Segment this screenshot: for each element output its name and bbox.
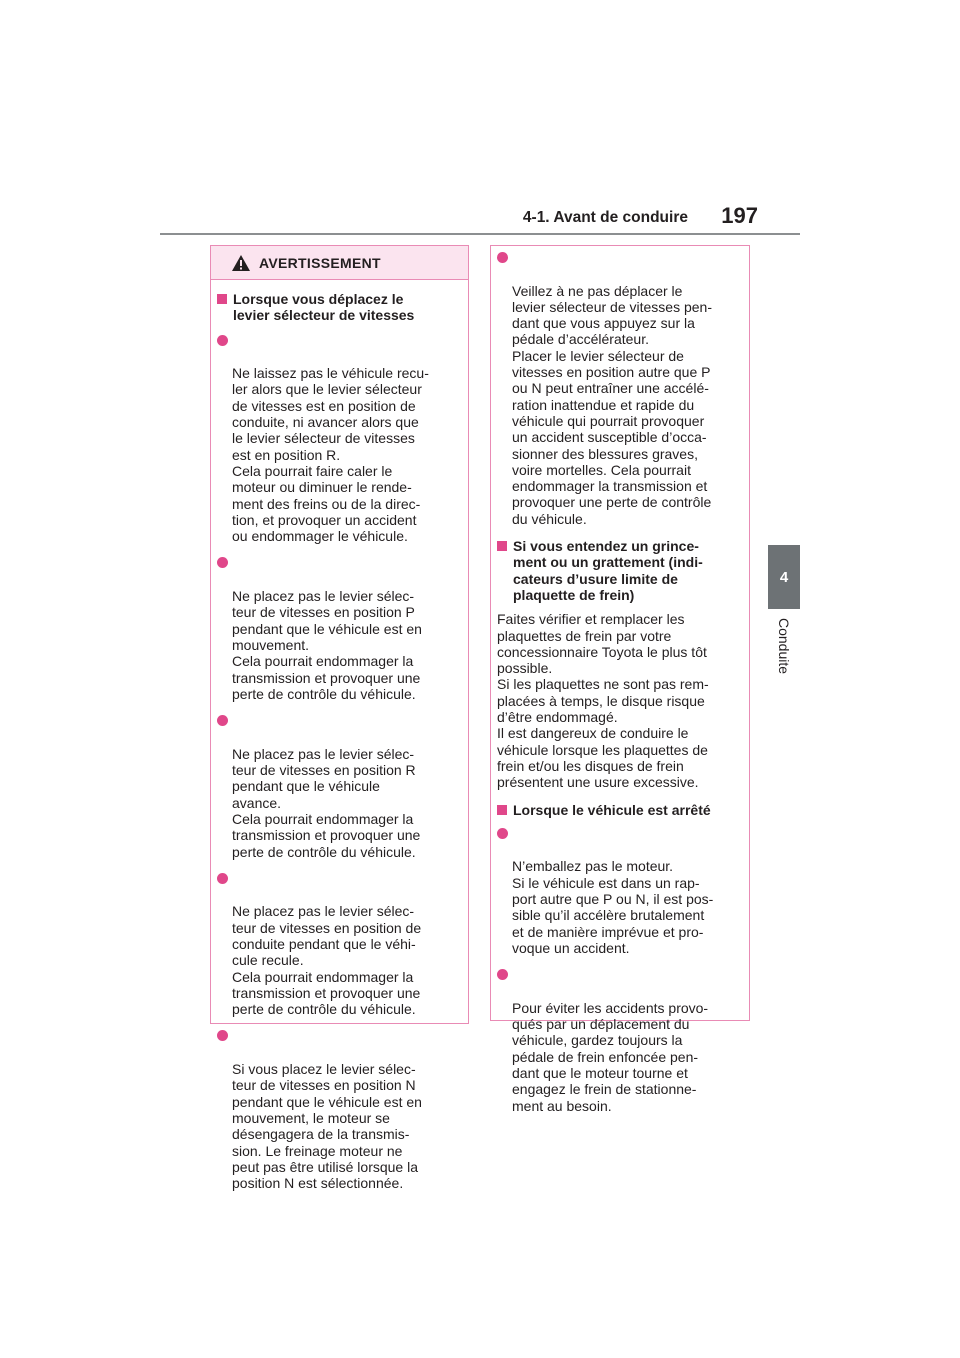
list-item-text: Ne placez pas le levier sélec- teur de vitesses en position de conduite pendant que le véhi- cule recule. Cela pourrait endommager la transmission et provoquer une perte de contrôle du véhicule. — [232, 903, 422, 1018]
warning-title: AVERTISSEMENT — [259, 255, 381, 271]
subheading-brake-noise — [497, 538, 749, 603]
list-item — [217, 555, 468, 702]
list-item-text: Veillez à ne pas déplacer le levier sélecteur de vitesses pen- dant que vous appuyez sur la pédale d’accélérateur. Placer le levier sélecteur de vitesses en position autre que P ou N peut entraîner une accélé- ration inattendue et rapide du véhicule qui pourrait provoquer un accident susceptible d’occa- sionner des blessures graves, voire mortelles. Cela pourrait endommager la transmission et provoquer une perte de contrôle du véhicule. — [512, 282, 712, 527]
round-bullet-icon — [497, 969, 508, 980]
list-item — [217, 333, 468, 545]
subheading-vehicle-stopped — [497, 802, 749, 818]
square-bullet-icon — [497, 541, 507, 551]
section-title: 4-1. Avant de conduire — [522, 209, 688, 226]
round-bullet-icon — [497, 252, 508, 263]
warning-box-continued — [490, 245, 750, 1114]
chapter-tab[interactable] — [768, 545, 800, 609]
list-item — [217, 713, 468, 860]
page-number: 197 — [721, 203, 758, 228]
page-header — [160, 205, 800, 235]
round-bullet-icon — [217, 557, 228, 568]
list-item-text: Si vous placez le levier sélec- teur de vitesses en position N pendant que le véhicule est en mouvement, le moteur se désengagera de la transmis- sion. Le freinage moteur ne peut pas être utilisé lorsque la position N est sélectionnée. — [232, 1061, 422, 1192]
brake-paragraph: Faites vérifier et remplacer les plaquettes de frein par votre concessionnaire Toyota le plus tôt possible. Si les plaquettes ne sont pas rem- placées à temps, le disque risque d’être endommagé. Il est dangereux de conduire le véhicule lorsque les plaquettes de frein et/ou les disques de frein présentent une usure excessive. — [497, 611, 709, 791]
round-bullet-icon — [497, 828, 508, 839]
square-bullet-icon — [497, 805, 507, 815]
chapter-label — [760, 618, 808, 698]
round-bullet-icon — [217, 1030, 228, 1041]
list-item — [217, 1028, 468, 1191]
subheading-text: Si vous entendez un grince- ment ou un grattement (indi- cateurs d’usure limite de plaquette de frein) — [513, 538, 703, 603]
list-item-text: N’emballez pas le moteur. Si le véhicule est dans un rap- port autre que P ou N, il est pos- sible qu’il accélère brutalement et de manière imprévue et pro- voque un accident. — [512, 858, 714, 956]
list-item-text: Ne placez pas le levier sélec- teur de vitesses en position P pendant que le véhicule est en mouvement. Cela pourrait endommager la transmission et provoquer une perte de contrôle du véhicule. — [232, 588, 422, 702]
subheading-gear-lever — [217, 291, 468, 324]
warning-triangle-icon — [231, 254, 251, 272]
subheading-text: Lorsque vous déplacez le levier sélecteur de vitesses — [233, 291, 415, 324]
round-bullet-icon — [217, 873, 228, 884]
list-item — [497, 967, 749, 1114]
square-bullet-icon — [217, 294, 227, 304]
chapter-label-text: Conduite — [776, 618, 792, 675]
list-item — [497, 250, 749, 527]
round-bullet-icon — [217, 715, 228, 726]
header-rule — [160, 233, 800, 235]
list-item-text: Pour éviter les accidents provo- qués par un déplacement du véhicule, gardez toujours la pédale de frein enfoncée pen- dant que le moteur tourne et engagez le frein de stationne- ment au besoin. — [512, 999, 709, 1114]
chapter-number: 4 — [779, 569, 789, 586]
list-item — [497, 826, 749, 956]
warning-box — [210, 245, 469, 1192]
round-bullet-icon — [217, 335, 228, 346]
list-item — [217, 871, 468, 1018]
list-item-text: Ne placez pas le levier sélec- teur de vitesses en position R pendant que le véhicule avance. Cela pourrait endommager la transmission et provoquer une perte de contrôle du véhicule. — [232, 745, 421, 860]
subheading-text: Lorsque le véhicule est arrêté — [513, 801, 711, 818]
warning-header — [211, 246, 468, 280]
list-item-text: Ne laissez pas le véhicule recu- ler alors que le levier sélecteur de vitesses est en position de conduite, ni avancer alors que le levier sélecteur de vitesses est en position R. Cela pourrait faire caler le moteur ou diminuer le rende- ment des freins ou de la direc- tion, et provoquer un accident ou endommager le véhicule. — [232, 365, 429, 545]
